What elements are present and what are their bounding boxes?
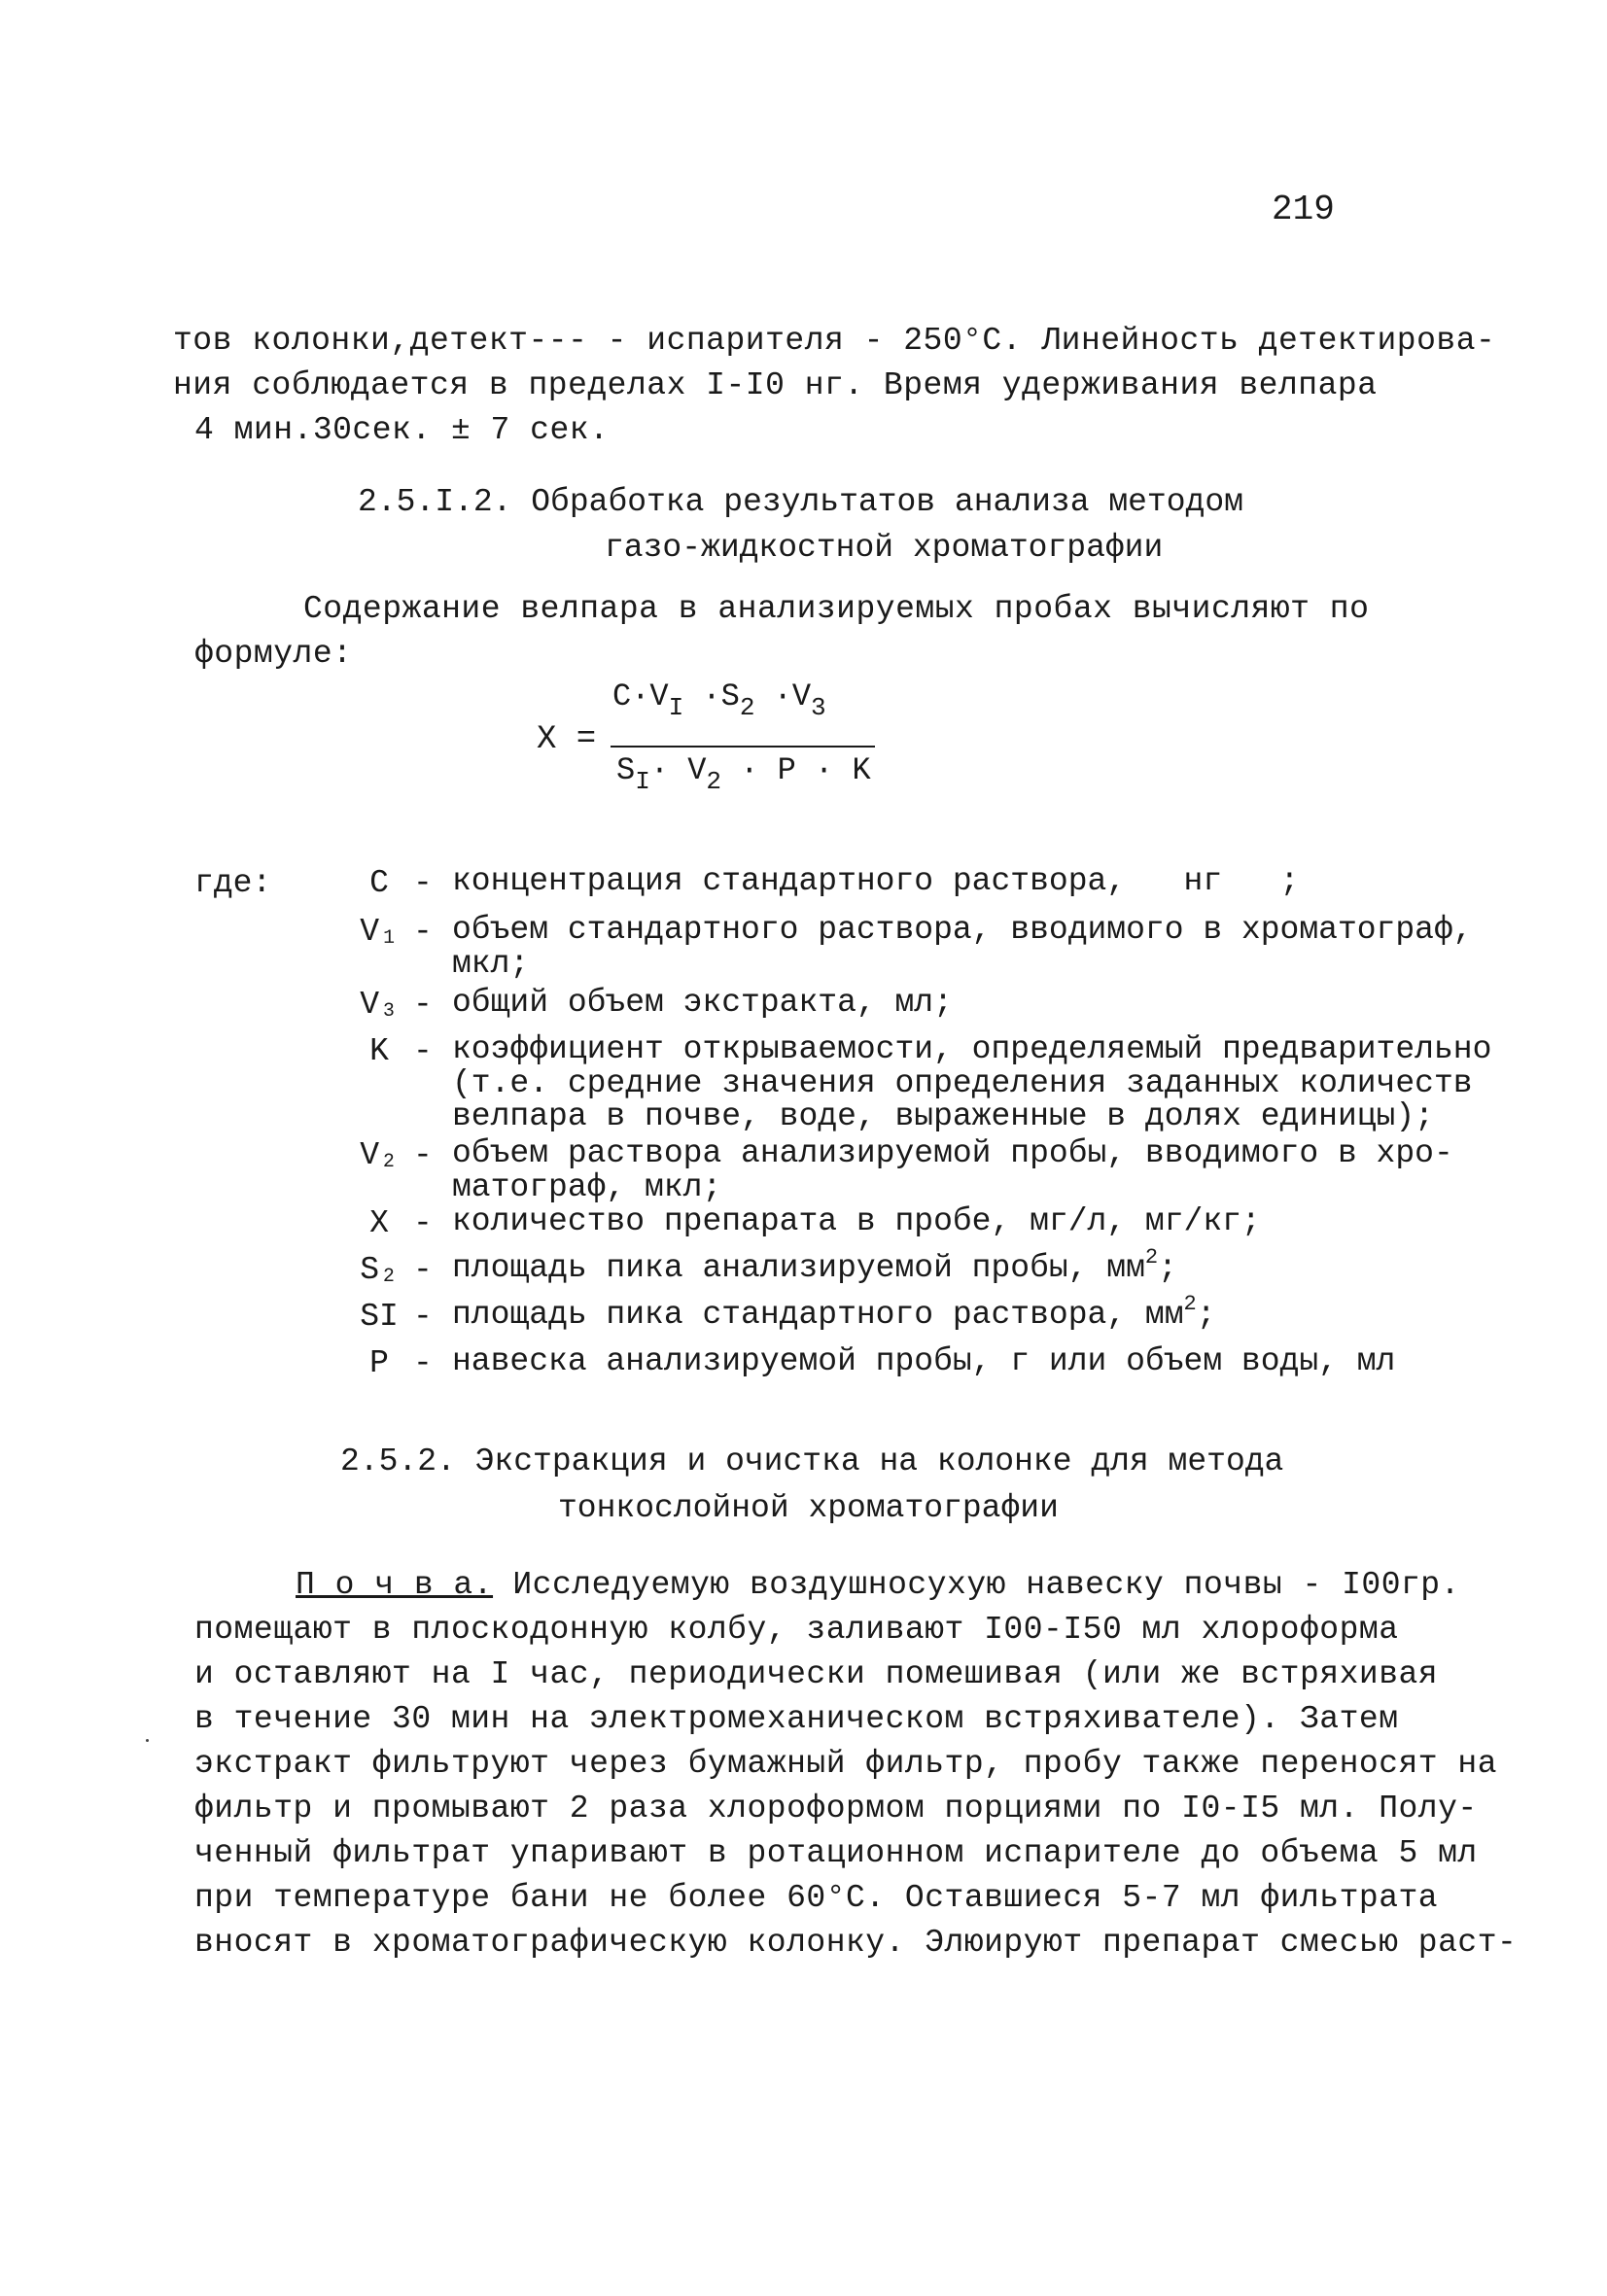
definition-symbol: K [369,1033,389,1069]
soil-label: П о ч в а. [296,1567,494,1603]
definition-dash: - [413,987,433,1023]
definition-dash: - [413,1205,433,1241]
section-heading-2-line-1: 2.5.2. Экстракция и очистка на колонке для метода [340,1444,1284,1479]
section-heading-2-line-2: тонкослойной хроматографии [558,1490,1059,1526]
definition-text: объем раствора анализируемой пробы, вводимого в хро- матограф, мкл; [452,1135,1453,1205]
definition-symbol: P [369,1345,389,1381]
definition-text: объем стандартного раствора, вводимого в хроматограф, мкл; [452,912,1473,982]
definition-dash: - [413,914,433,950]
definition-dash: - [413,1033,433,1069]
definition-symbol: V₂ [360,1137,399,1173]
definition-symbol: V₃ [360,987,399,1023]
definition-text: количество препарата в пробе, мг/л, мг/кг; [452,1203,1261,1239]
soil-paragraph-line-1: П о ч в а. Исследуемую воздушносухую навеску почвы - I00гр. [296,1567,1460,1603]
page-number: 219 [1272,190,1335,229]
soil-paragraph-line: помещают в плоскодонную колбу, заливают I00-I50 мл хлороформа [194,1612,1399,1648]
section-heading-1-line-2: газо-жидкостной хроматографии [605,530,1164,566]
intro-line-2: ния соблюдается в пределах I-I0 нг. Время удерживания велпара [173,367,1378,403]
formula-lhs: X = [537,721,597,758]
fraction-bar [611,746,875,748]
formula-intro-line-1: Содержание велпара в анализируемых пробах вычисляют по [303,591,1370,627]
soil-paragraph-line: экстракт фильтруют через бумажный фильтр, пробу также переносят на [194,1746,1498,1782]
definition-symbol: C [369,865,389,901]
definition-symbol: X [369,1205,389,1241]
section-heading-1-line-1: 2.5.I.2. Обработка результатов анализа методом [358,484,1243,520]
intro-line-3: 4 мин.30сек. ± 7 сек. [194,412,610,448]
soil-paragraph-line: и оставляют на I час, периодически помешивая (или же встряхивая [194,1656,1439,1692]
definition-symbol: S₂ [360,1252,399,1288]
formula-intro-line-2: формуле: [194,636,353,672]
formula-denominator: $S_I\cdot V_2 \cdot P \cdot K$ [616,752,871,796]
definition-text: общий объем экстракта, мл; [452,985,953,1021]
definition-text: площадь пика анализируемой пробы, $мм^2$; [452,1245,1177,1286]
soil-paragraph-line: ченный фильтрат упаривают в ротационном испарителе до объема 5 мл [194,1835,1478,1871]
definition-dash: - [413,1345,433,1381]
definition-text: площадь пика стандартного раствора, $мм^2$; [452,1292,1216,1333]
definition-text: навеска анализируемой пробы, г или объем воды, мл [452,1343,1396,1379]
definition-symbol: V₁ [360,914,399,950]
definition-dash: - [413,1299,433,1335]
definition-symbol: SI [360,1299,399,1335]
definition-text: концентрация стандартного раствора, нг ; [452,863,1300,899]
soil-paragraph-line: фильтр и промывают 2 раза хлороформом порциями по I0-I5 мл. Полу- [194,1791,1478,1826]
definition-text: коэффициент открываемости, определяемый предварительно (т.е. средние значения определения заданных количеств велпара в почве, воде, выраженные в долях единицы); [452,1031,1492,1135]
definition-dash: - [413,1252,433,1288]
definition-dash: - [413,865,433,901]
soil-paragraph-line: вносят в хроматографическую колонку. Элюируют препарат смесью раст- [194,1925,1518,1961]
soil-paragraph-line: при температуре бани не более 60°С. Оставшиеся 5-7 мл фильтрата [194,1880,1439,1916]
soil-paragraph-line: в течение 30 мин на электромеханическом встряхивателе). Затем [194,1701,1399,1737]
where-label: где: [194,865,272,901]
intro-line-1: тов колонки,детект--- - испарителя - 250°С. Линейность детектирова- [173,323,1496,359]
formula-numerator: $C\cdot V_I \cdot S_2 \cdot V_3$ [612,678,826,722]
scan-speck [146,1739,149,1742]
definition-dash: - [413,1137,433,1173]
